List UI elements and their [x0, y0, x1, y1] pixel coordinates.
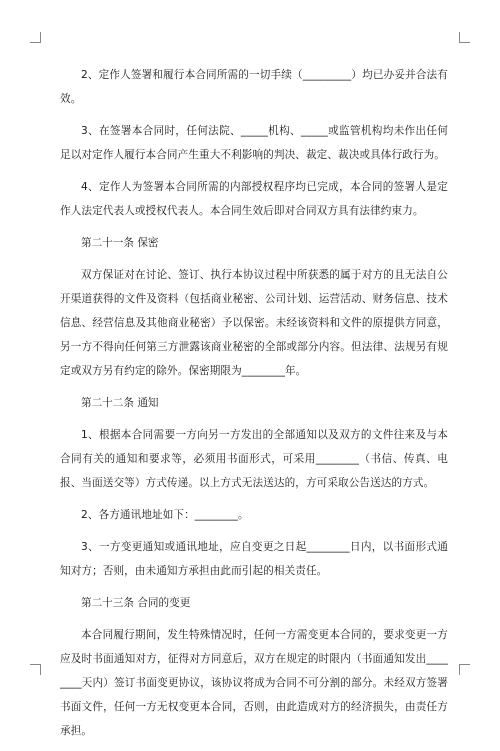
article-heading: 第二十一条 保密: [81, 237, 159, 249]
clause-paragraph: 2、定作人签署和履行本合同所需的一切手续（_________）均已办妥并合法有效。: [60, 69, 448, 105]
clause-paragraph: 3、在签署本合同时，任何法院、_____机构、_____或监管机构均未作出任何足以对定作人履行本合同产生重大不利影响的判决、裁定、裁决或具体行政行为。: [60, 125, 448, 161]
clause-paragraph: 本合同履行期间，发生特殊情况时，任何一方需变更本合同的，要求变更一方应及时书面通知对方，征得对方同意后，双方在规定的时限内（书面通知发出________天内）签订书面变更协议，该协议将成为合同不可分割的部分。未经双方签署书面文件，任何一方无权变更本合同，否则，由此造成对方的经济损失，由责任方承担。: [60, 629, 448, 737]
crop-mark-top-left: [30, 32, 41, 43]
article-heading: 第二十二条 通知: [81, 397, 159, 409]
clause-paragraph: 2、各方通讯地址如下：________。: [81, 509, 249, 521]
clause-paragraph: 3、一方变更通知或通讯地址，应自变更之日起________日内，以书面形式通知对方；否则，由未通知方承担由此而引起的相关责任。: [60, 541, 448, 577]
document-body: [60, 63, 448, 751]
crop-mark-bottom-left: [30, 664, 41, 675]
crop-mark-bottom-right: [459, 664, 470, 675]
article-heading: 第二十三条 合同的变更: [81, 597, 191, 609]
crop-mark-top-right: [459, 32, 470, 43]
clause-paragraph: 1、根据本合同需要一方向另一方发出的全部通知以及双方的文件往来及与本合同有关的通知和要求等，必须用书面形式，可采用________（书信、传真、电报、当面送交等）方式传递。以上方式无法送达的，方可采取公告送达的方式。: [60, 429, 448, 489]
clause-paragraph: 双方保证对在讨论、签订、执行本协议过程中所获悉的属于对方的且无法自公开渠道获得的文件及资料（包括商业秘密、公司计划、运营活动、财务信息、技术信息、经营信息及其他商业秘密）予以保密。未经该资料和文件的原提供方同意，另一方不得向任何第三方泄露该商业秘密的全部或部分内容。但法律、法规另有规定或双方另有约定的除外。保密期限为________年。: [60, 269, 448, 377]
clause-paragraph: 4、定作人为签署本合同所需的内部授权程序均已完成，本合同的签署人是定作人法定代表人或授权代表人。本合同生效后即对合同双方具有法律约束力。: [60, 181, 448, 217]
